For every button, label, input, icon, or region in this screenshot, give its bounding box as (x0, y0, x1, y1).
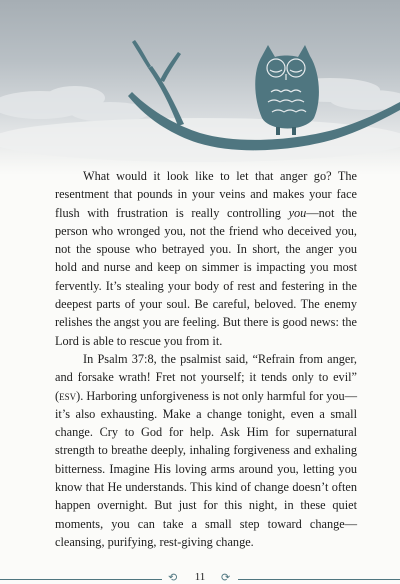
paragraph-2: In Psalm 37:8, the psalmist said, “Refrain from anger, and forsake wrath! Fret not yourself; it tends only to evil” (esv). Harboring unforgiveness is not only harmful for you—it’s also exhausting. Make a change tonight, even a small change. Cry to God for help. Ask Him for supernatural strength to breathe deeply, inhaling forgiveness and exhaling bitterness. Imagine His loving arms around you, letting you know that He understands. This kind of change doesn’t often happen overnight. But just for this night, in these quiet moments, you can take a small step toward change—cleansing, purifying, rest-giving change. (55, 351, 357, 549)
clouds (0, 78, 400, 162)
bible-version: esv (59, 388, 77, 403)
footer-rule-right (238, 579, 400, 580)
swirl-left-icon: ⟲ (168, 571, 178, 584)
emphasis-you: you (288, 205, 307, 220)
page-footer (0, 571, 400, 584)
swirl-right-icon: ⟳ (221, 571, 231, 584)
header-illustration (0, 0, 400, 175)
paragraph-1: What would it look like to let that anger go? The resentment that pounds in your veins and makes your face flush with frustration is really controlling you—not the person who wronged you, not the friend who deceived you, not the spouse who betrayed you. In short, the anger you hold and nurse and keep on simmer is impacting you most fervently. It’s stealing your body of rest and festering in the deepest parts of your soul. Be careful, beloved. The enemy relishes the angst you are feeling. But there is good news: the Lord is able to rescue you from it. (55, 169, 358, 348)
owl-branch-illustration (0, 0, 400, 175)
footer-rule-left (0, 579, 162, 580)
body-text (55, 167, 357, 551)
page-number: 11 (194, 571, 206, 583)
